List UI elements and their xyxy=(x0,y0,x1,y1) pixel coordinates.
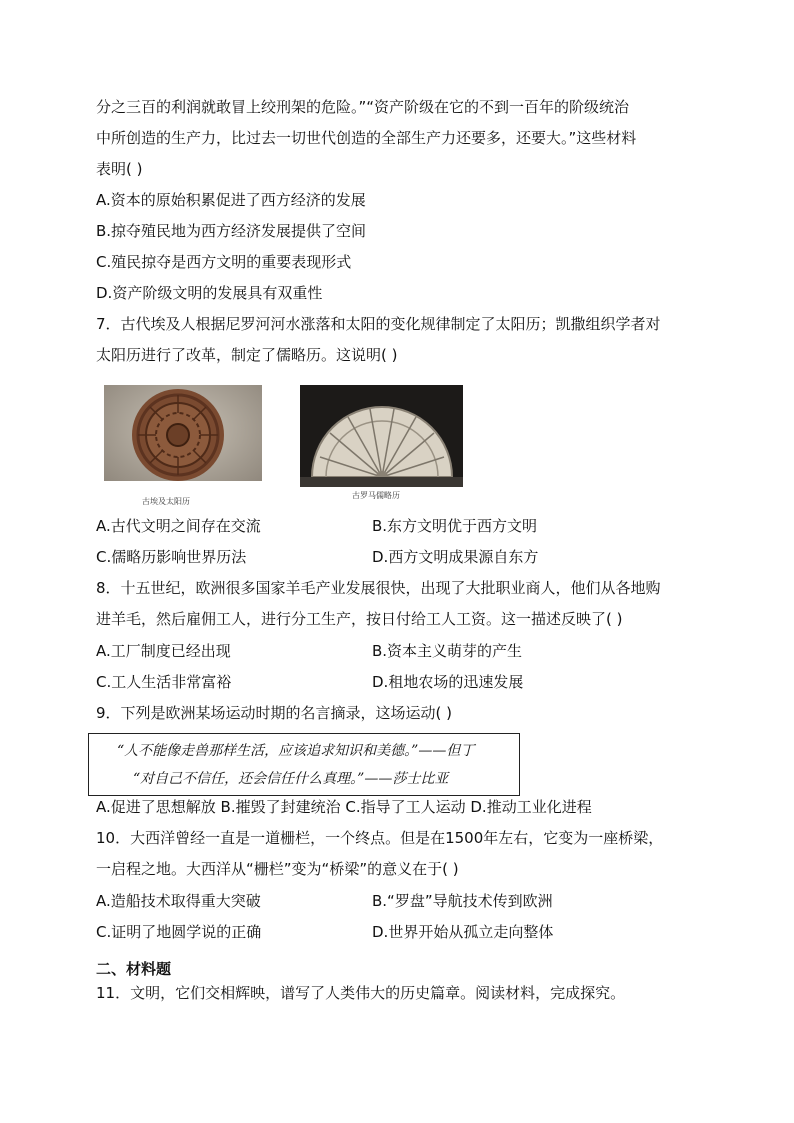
q8-option-c: C.工人生活非常富裕 xyxy=(96,673,232,691)
q6-option-d: D.资产阶级文明的发展具有双重性 xyxy=(96,284,323,302)
q9-options: A.促进了思想解放 B.摧毁了封建统治 C.指导了工人运动 D.推动工业化进程 xyxy=(96,798,592,816)
q9-quote-shakespeare: “对自己不信任，还会信任什么真理。”——莎士比亚 xyxy=(133,771,449,787)
q10-option-a: A.造船技术取得重大突破 xyxy=(96,892,261,910)
q7-option-a: A.古代文明之间存在交流 xyxy=(96,517,261,535)
q9-quote-box xyxy=(88,733,520,796)
roman-julian-calendar-image xyxy=(300,385,463,487)
q10-option-d: D.世界开始从孤立走向整体 xyxy=(372,923,554,941)
q8-stem-line-2: 进羊毛，然后雇佣工人，进行分工生产，按日付给工人工资。这一描述反映了( ) xyxy=(96,610,623,628)
egyptian-calendar-caption: 古埃及太阳历 xyxy=(142,497,190,506)
q10-option-b: B.“罗盘”导航技术传到欧洲 xyxy=(372,892,553,910)
egyptian-solar-calendar-image xyxy=(104,385,262,495)
section-heading: 二、材料题 xyxy=(96,960,172,978)
q6-stem-line-3: 表明( ) xyxy=(96,160,143,178)
q6-stem-line-2: 中所创造的生产力，比过去一切世代创造的全部生产力还要多，还要大。”这些材料 xyxy=(96,129,637,147)
q6-option-b: B.掠夺殖民地为西方经济发展提供了空间 xyxy=(96,222,367,240)
q8-stem-line-1: 8．十五世纪，欧洲很多国家羊毛产业发展很快，出现了大批职业商人，他们从各地购 xyxy=(96,579,661,597)
q8-option-a: A.工厂制度已经出现 xyxy=(96,642,231,660)
q10-stem-line-1: 10．大西洋曾经一直是一道栅栏，一个终点。但是在1500年左右，它变为一座桥梁， xyxy=(96,829,664,847)
q7-option-c: C.儒略历影响世界历法 xyxy=(96,548,247,566)
q10-option-c: C.证明了地圆学说的正确 xyxy=(96,923,262,941)
q10-stem-line-2: 一启程之地。大西洋从“栅栏”变为“桥梁”的意义在于( ) xyxy=(96,860,459,878)
q7-option-b: B.东方文明优于西方文明 xyxy=(372,517,538,535)
q9-quote-dante: “人不能像走兽那样生活，应该追求知识和美德。”——但丁 xyxy=(117,743,475,759)
q7-stem-line-2: 太阳历进行了改革，制定了儒略历。这说明( ) xyxy=(96,346,398,364)
roman-calendar-caption: 古罗马儒略历 xyxy=(352,491,400,500)
q8-option-d: D.租地农场的迅速发展 xyxy=(372,673,524,691)
q8-option-b: B.资本主义萌芽的产生 xyxy=(372,642,523,660)
q9-stem: 9．下列是欧洲某场运动时期的名言摘录，这场运动( ) xyxy=(96,704,453,722)
q11-stem: 11．文明，它们交相辉映，谱写了人类伟大的历史篇章。阅读材料，完成探究。 xyxy=(96,984,626,1002)
q7-stem-line-1: 7．古代埃及人根据尼罗河河水涨落和太阳的变化规律制定了太阳历；凯撒组织学者对 xyxy=(96,315,661,333)
q7-option-d: D.西方文明成果源自东方 xyxy=(372,548,539,566)
q6-option-a: A.资本的原始积累促进了西方经济的发展 xyxy=(96,191,366,209)
q6-stem-line-1: 分之三百的利润就敢冒上绞刑架的危险。”“资产阶级在它的不到一百年的阶级统治 xyxy=(96,98,630,116)
q6-option-c: C.殖民掠夺是西方文明的重要表现形式 xyxy=(96,253,352,271)
